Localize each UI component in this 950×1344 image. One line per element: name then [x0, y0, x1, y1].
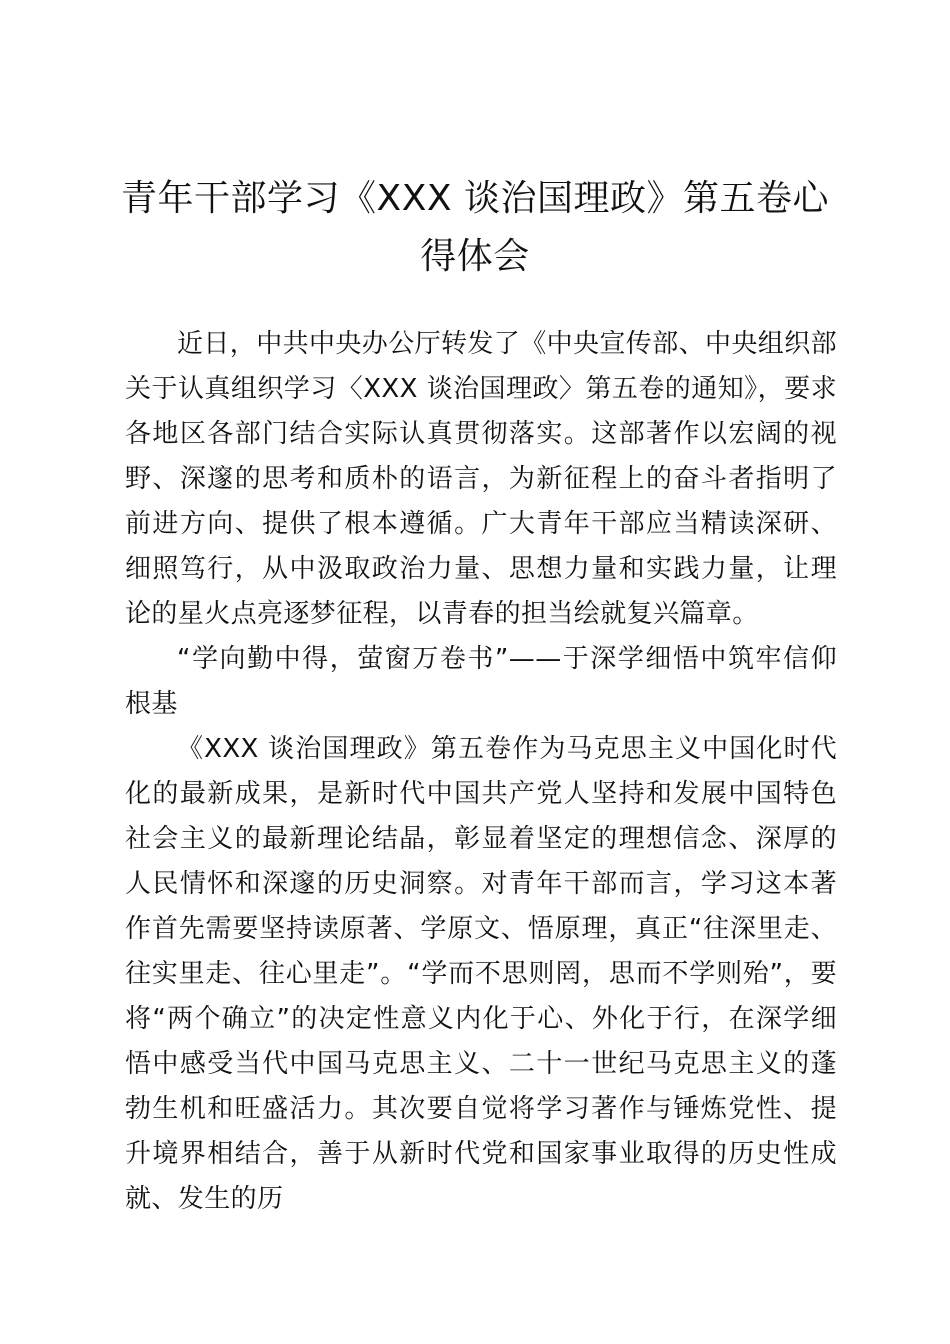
document-title: 青年干部学习《XXX 谈治国理政》第五卷心得体会	[121, 178, 829, 277]
paragraph-section-one: 《XXX 谈治国理政》第五卷作为马克思主义中国化时代化的最新成果，是新时代中国共产党人坚持和发展中国特色社会主义的最新理论结晶，彰显着坚定的理想信念、深厚的人民情怀和深邃的历史洞察。对青年干部而言，学习这本著作首先需要坚持读原著、学原文、悟原理，真正“往深里走、往实里走、往心里走”。“学而不思则罔，思而不学则殆”，要将“两个确立”的决定性意义内化于心、外化于行，在深学细悟中感受当代中国马克思主义、二十一世纪马克思主义的蓬勃生机和旺盛活力。其次要自觉将学习著作与锤炼党性、提升境界相结合，善于从新时代党和国家事业取得的历史性成就、发生的历	[125, 734, 837, 1214]
document-body	[125, 322, 837, 1222]
paragraph-intro: 近日，中共中央办公厅转发了《中央宣传部、中央组织部关于认真组织学习〈XXX 谈治国理政〉第五卷的通知》，要求各地区各部门结合实际认真贯彻落实。这部著作以宏阔的视野、深邃的思考和质朴的语言，为新征程上的奋斗者指明了前进方向、提供了根本遵循。广大青年干部应当精读深研、细照笃行，从中汲取政治力量、思想力量和实践力量，让理论的星火点亮逐梦征程，以青春的担当绘就复兴篇章。	[125, 329, 838, 629]
section-heading: “学向勤中得，萤窗万卷书”——于深学细悟中筑牢信仰根基	[125, 644, 837, 719]
